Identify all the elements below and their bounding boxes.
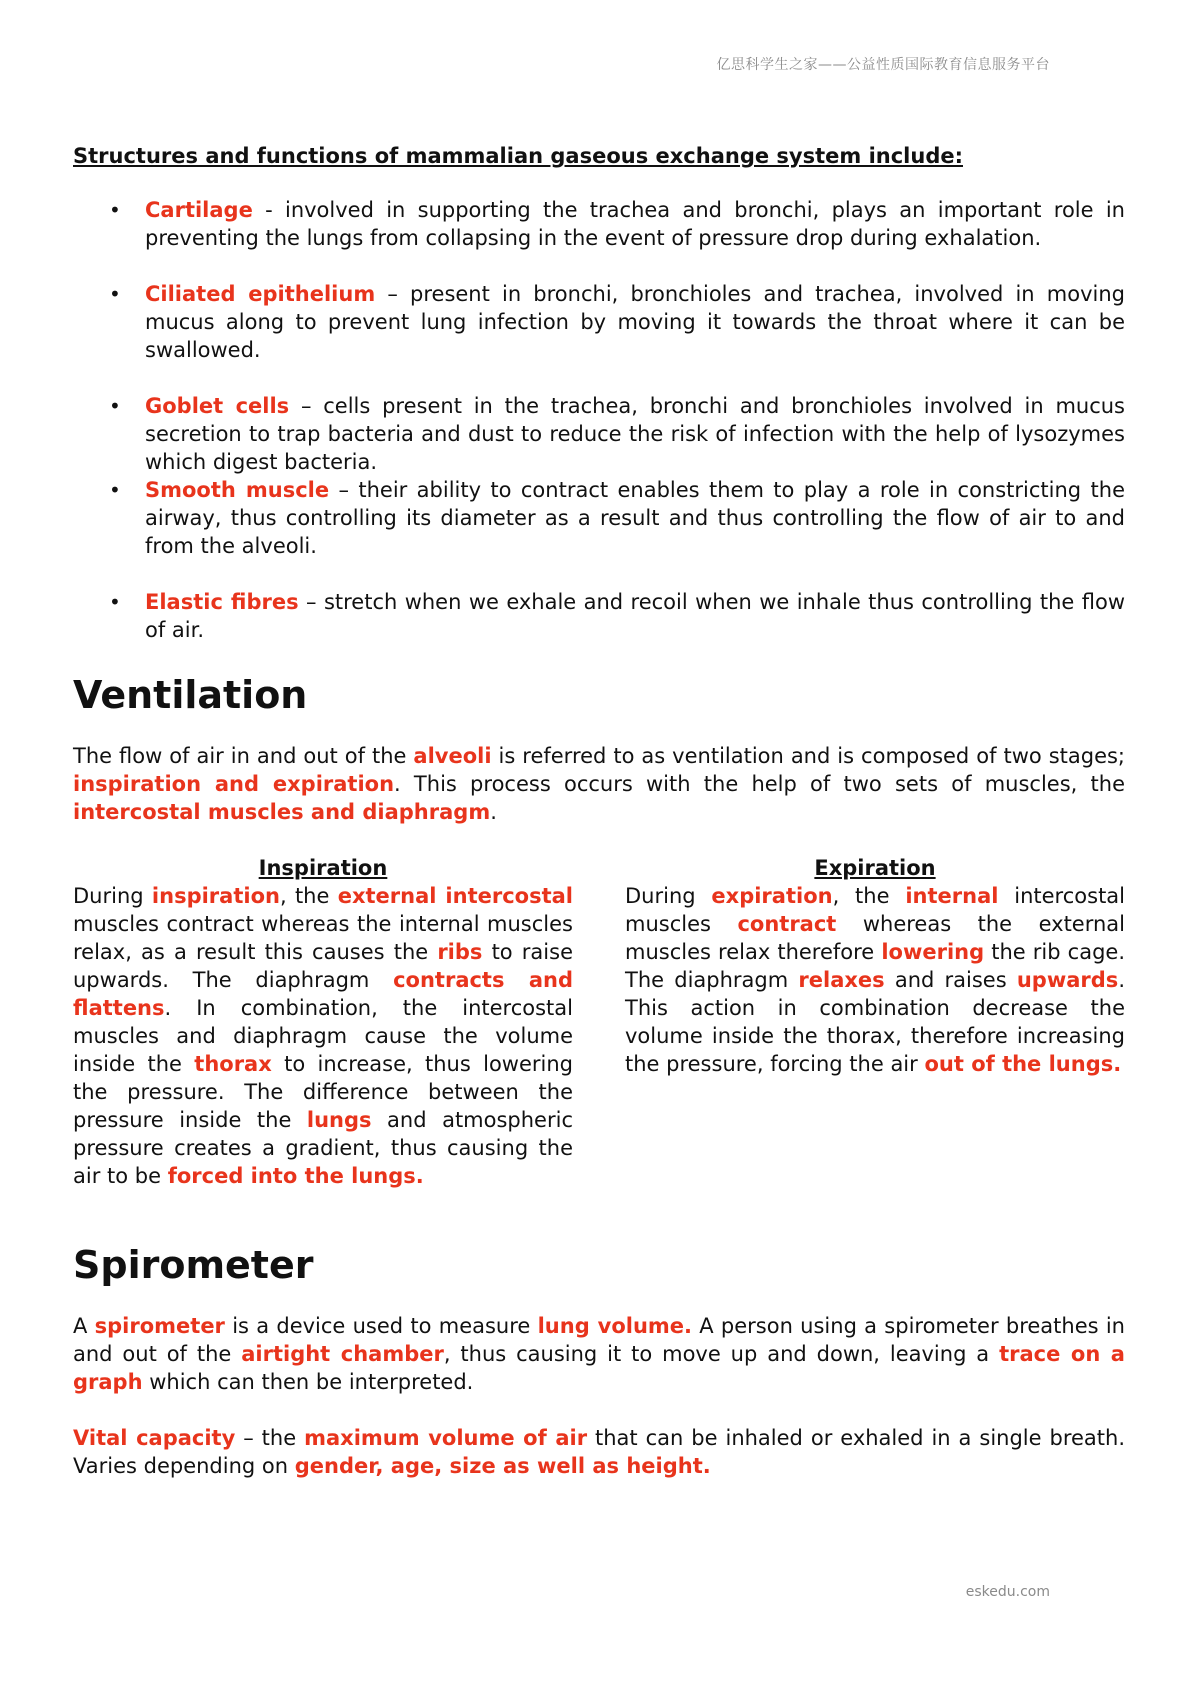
bullet-icon: • [109, 394, 121, 418]
highlight-inspiration-expiration: inspiration and expiration [73, 772, 395, 796]
inspiration-title: Inspiration [258, 856, 388, 880]
text-run: is a device used to measure [224, 1314, 538, 1338]
text-run: the rib cage. The diaphragm [625, 940, 1125, 992]
spirometer-paragraph [73, 1312, 1125, 1396]
list-item [73, 280, 1125, 364]
item-text: – their ability to contract enables them to play a role in constricting the airway, thus controlling its diameter as a result and thus controlling the flow of air to and from the alveoli. [145, 478, 1125, 558]
highlight: trace on a graph [73, 1342, 1125, 1394]
highlight-muscles: intercostal muscles and diaphragm [73, 800, 491, 824]
text-run: During [73, 884, 152, 908]
term-elastic-fibres: Elastic fibres [145, 590, 299, 614]
term-cartilage: Cartilage [145, 198, 253, 222]
footer-site: eskedu.com [965, 1584, 1050, 1600]
highlight: spirometer [94, 1314, 225, 1338]
list-item [73, 476, 1125, 560]
ventilation-columns [73, 854, 1125, 1190]
highlight: relaxes [798, 968, 885, 992]
highlight: internal [905, 884, 999, 908]
text-run: , thus causing it to move up and down, leaving a [443, 1342, 1000, 1366]
highlight: upwards [1016, 968, 1119, 992]
item-text: – present in bronchi, bronchioles and trachea, involved in moving mucus along to prevent lung infection by moving it towards the throat where it can be swallowed. [145, 282, 1125, 362]
inspiration-column [73, 854, 573, 1190]
highlight: lungs [306, 1108, 372, 1132]
text-run: whereas the external muscles relax therefore [625, 912, 1125, 964]
highlight-alveoli: alveoli [413, 744, 492, 768]
highlight: airtight chamber [241, 1342, 444, 1366]
text-run: and raises [884, 968, 1017, 992]
highlight: out of the lungs. [924, 1052, 1122, 1076]
text-run: During [625, 884, 712, 908]
text-run: . This action in combination decrease the volume inside the thorax, therefore increasing the pressure, forcing the air [625, 968, 1125, 1076]
text-run: . [490, 800, 497, 824]
ventilation-heading: Ventilation [73, 673, 308, 717]
term-ciliated-epithelium: Ciliated epithelium [145, 282, 376, 306]
text-run: muscles contract whereas the internal muscles relax, as a result this causes the [73, 912, 573, 964]
item-text: – stretch when we exhale and recoil when we inhale thus controlling the flow of air. [145, 590, 1125, 642]
text-run: is referred to as ventilation and is composed of two stages; [491, 744, 1126, 768]
header-banner: 亿思科学生之家——公益性质国际教育信息服务平台 [716, 57, 1050, 73]
bullet-icon: • [109, 590, 121, 614]
expiration-column [625, 854, 1125, 1190]
text-run: The flow of air in and out of the [73, 744, 414, 768]
highlight: forced into the lungs. [167, 1164, 424, 1188]
text-run: to increase, thus lowering the pressure. The difference between the pressure inside the [73, 1052, 574, 1132]
expiration-paragraph [625, 882, 1125, 1078]
text-run: , the [832, 884, 906, 908]
highlight: Vital capacity [73, 1426, 236, 1450]
highlight: inspiration [151, 884, 280, 908]
highlight: maximum volume of air [304, 1426, 588, 1450]
text-run: to raise upwards. The diaphragm [73, 940, 573, 992]
highlight: lung volume. [537, 1314, 693, 1338]
term-smooth-muscle: Smooth muscle [145, 478, 330, 502]
text-run: A [73, 1314, 95, 1338]
inspiration-paragraph [73, 882, 573, 1190]
spirometer-heading: Spirometer [73, 1243, 314, 1287]
text-run: . This process occurs with the help of two sets of muscles, the [394, 772, 1125, 796]
ventilation-paragraph [73, 742, 1125, 826]
highlight: thorax [194, 1052, 272, 1076]
highlight: external intercostal [337, 884, 574, 908]
text-run: intercostal muscles [625, 884, 1126, 936]
text-run: A person using a spirometer breathes in and out of the [73, 1314, 1125, 1366]
item-text: - involved in supporting the trachea and bronchi, plays an important role in preventing the lungs from collapsing in the event of pressure drop during exhalation. [145, 198, 1125, 250]
text-run: . In combination, the intercostal muscles and diaphragm cause the volume inside the [73, 996, 573, 1076]
bullet-icon: • [109, 198, 121, 222]
bullet-icon: • [109, 282, 121, 306]
text-run: and atmospheric pressure creates a gradient, thus causing the air to be [73, 1108, 573, 1188]
list-item [73, 196, 1125, 252]
bullet-icon: • [109, 478, 121, 502]
highlight: lowering [881, 940, 985, 964]
text-run: that can be inhaled or exhaled in a single breath. Varies depending on [73, 1426, 1126, 1478]
text-run: which can then be interpreted. [142, 1370, 474, 1394]
expiration-title: Expiration [814, 856, 936, 880]
item-text: – cells present in the trachea, bronchi and bronchioles involved in mucus secretion to trap bacteria and dust to reduce the risk of infection with the help of lysozymes which digest bacteria. [145, 394, 1126, 474]
highlight: gender, age, size as well as height. [294, 1454, 711, 1478]
highlight: contracts and flattens [73, 968, 573, 1020]
intro-heading: Structures and functions of mammalian gaseous exchange system include: [73, 144, 963, 168]
text-run: – the [235, 1426, 305, 1450]
highlight: contract [737, 912, 837, 936]
list-item [73, 588, 1125, 644]
structure-list [73, 196, 1125, 644]
text-run: , the [279, 884, 338, 908]
term-goblet-cells: Goblet cells [145, 394, 290, 418]
list-item [73, 392, 1125, 476]
vital-capacity-paragraph [73, 1424, 1125, 1480]
highlight: ribs [437, 940, 483, 964]
main-content [73, 142, 1125, 1480]
highlight: expiration [711, 884, 833, 908]
